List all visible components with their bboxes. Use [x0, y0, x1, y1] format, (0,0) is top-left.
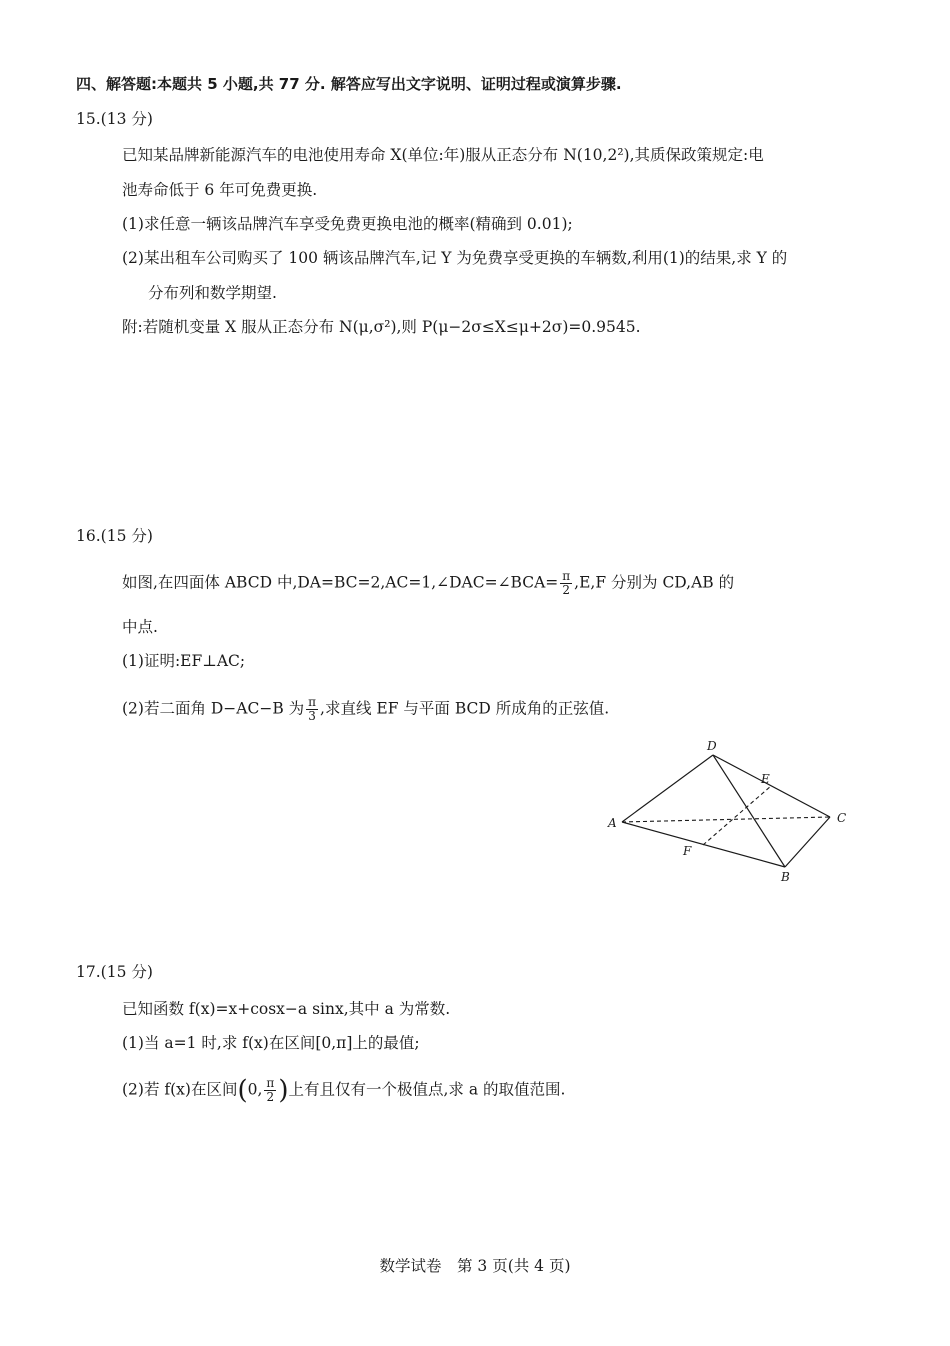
q17-part2-fraction: [264, 1077, 276, 1104]
edge-ac-hidden: [622, 817, 830, 822]
q16-part2-fraction: [306, 696, 318, 723]
q17-paren-open: (: [237, 1075, 248, 1106]
q16-part1: (1)证明:EF⊥AC;: [122, 652, 246, 670]
q15-number: 15.: [76, 110, 101, 128]
edge-ad: [622, 755, 713, 822]
q17-part2-zero: 0,: [247, 1080, 263, 1099]
q15-part2-line2: 分布列和数学期望.: [148, 284, 277, 302]
q16-stem-line2: 中点.: [122, 618, 158, 636]
q17-stem: 已知函数 f(x)=x+cosx−a sinx,其中 a 为常数.: [122, 1000, 451, 1018]
section-heading: 四、解答题:本题共 5 小题,共 77 分. 解答应写出文字说明、证明过程或演算步骤.: [76, 75, 622, 93]
edge-bc: [785, 817, 830, 867]
q16-points: (15 分): [100, 527, 153, 545]
q17-part2: [122, 1077, 565, 1104]
q17-points: (15 分): [100, 963, 153, 981]
q17-part1: (1)当 a=1 时,求 f(x)在区间[0,π]上的最值;: [122, 1034, 420, 1052]
label-b: B: [781, 870, 790, 884]
q15-header: [76, 108, 153, 130]
q15-stem-line2: 池寿命低于 6 年可免费更换.: [122, 181, 318, 199]
q16-part2-frac-num: π: [308, 695, 317, 709]
q15-part2-line1: (2)某出租车公司购买了 100 辆该品牌汽车,记 Y 为免费享受更换的车辆数,利用(1)的结果,求 Y 的: [122, 249, 788, 267]
q15-note: 附:若随机变量 X 服从正态分布 N(μ,σ²),则 P(μ−2σ≤X≤μ+2σ)=0.9545.: [122, 318, 641, 336]
q16-stem-after: ,E,F 分别为 CD,AB 的: [574, 573, 735, 592]
q16-stem-before: 如图,在四面体 ABCD 中,DA=BC=2,AC=1,∠DAC=∠BCA=: [122, 573, 559, 592]
label-c: C: [837, 811, 847, 825]
q17-header: [76, 961, 153, 983]
q15-part1: (1)求任意一辆该品牌汽车享受免费更换电池的概率(精确到 0.01);: [122, 215, 573, 233]
tetrahedron-figure: [595, 735, 860, 885]
q16-header: [76, 525, 153, 547]
q16-stem-frac-num: π: [562, 569, 571, 583]
q16-part2: [122, 696, 609, 723]
q16-part2-before: (2)若二面角 D−AC−B 为: [122, 699, 305, 718]
q17-paren-close: ): [278, 1075, 289, 1106]
q16-number: 16.: [76, 527, 101, 545]
page-footer: 数学试卷 第 3 页(共 4 页): [379, 1257, 571, 1275]
q16-part2-after: ,求直线 EF 与平面 BCD 所成角的正弦值.: [320, 699, 610, 718]
q17-part2-frac-den: 2: [266, 1090, 275, 1104]
q17-part2-frac-num: π: [266, 1076, 275, 1090]
q16-part2-frac-den: 3: [308, 709, 316, 723]
q17-part2-before: (2)若 f(x)在区间: [122, 1080, 238, 1099]
q17-number: 17.: [76, 963, 101, 981]
edge-dc: [713, 755, 830, 817]
q16-stem-line1: [122, 570, 734, 597]
label-f: F: [683, 844, 692, 858]
segment-ef-hidden: [703, 786, 771, 845]
q16-stem-fraction: [560, 570, 572, 597]
q17-part2-after: 上有且仅有一个极值点,求 a 的取值范围.: [288, 1080, 566, 1099]
label-e: E: [761, 772, 770, 786]
q16-stem-frac-den: 2: [562, 583, 571, 597]
q15-stem-line1: 已知某品牌新能源汽车的电池使用寿命 X(单位:年)服从正态分布 N(10,2²),其质保政策规定:电: [122, 146, 764, 164]
q15-points: (13 分): [100, 110, 153, 128]
label-d: D: [707, 739, 717, 753]
label-a: A: [608, 816, 617, 830]
